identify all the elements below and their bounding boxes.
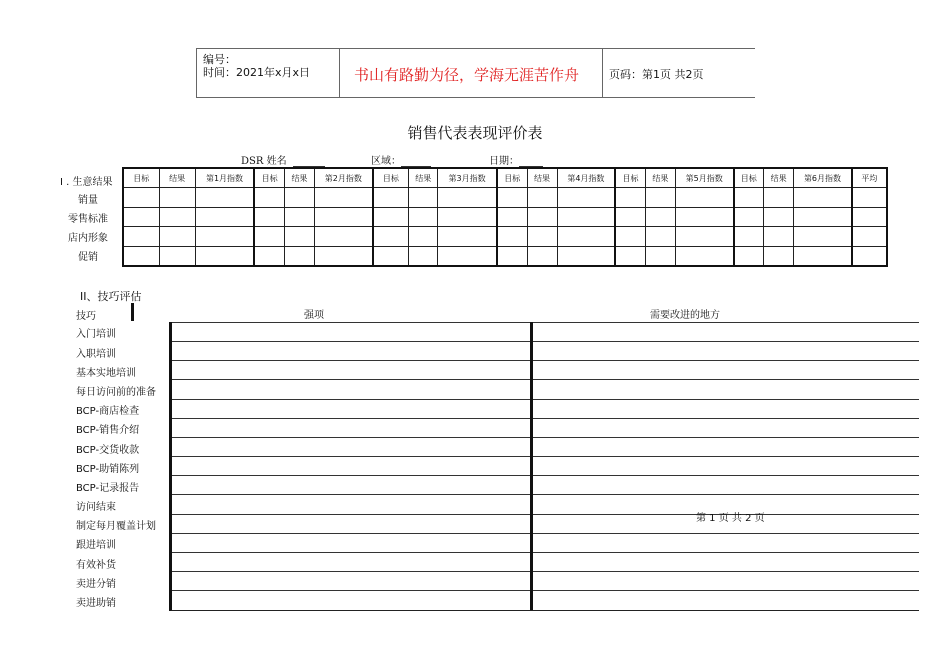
- table-row: [123, 227, 887, 246]
- header-marker: [131, 303, 134, 321]
- skills-evaluation-grid: [169, 322, 919, 611]
- strength-header: 强项: [304, 310, 324, 321]
- skill-item: 卖进分销: [76, 579, 116, 590]
- improve-header: 需要改进的地方: [650, 310, 720, 321]
- col-header: 结果: [645, 168, 675, 188]
- grid-line: [172, 494, 919, 495]
- grid-line: [172, 571, 919, 572]
- col-header: 目标: [254, 168, 284, 188]
- area-label: 区域：: [371, 156, 401, 167]
- skill-item: BCP-记录报告: [76, 483, 140, 494]
- col-header: 平均: [852, 168, 887, 188]
- grid-line: [172, 590, 919, 591]
- grid-line: [172, 322, 919, 323]
- dsr-blank: [293, 156, 325, 167]
- date-blank: [519, 156, 543, 167]
- date-field: [489, 152, 543, 167]
- header-box: [196, 48, 755, 98]
- col-header: 第3月指数: [438, 168, 497, 188]
- col-header: 第5月指数: [675, 168, 733, 188]
- col-header: 目标: [734, 168, 764, 188]
- column-divider: [530, 322, 533, 610]
- grid-line: [172, 552, 919, 553]
- col-header: 第6月指数: [794, 168, 852, 188]
- grid-line: [172, 360, 919, 361]
- col-header: 目标: [123, 168, 159, 188]
- date-field-label: 日期：: [489, 156, 519, 167]
- col-header: 结果: [159, 168, 195, 188]
- col-header: 目标: [497, 168, 527, 188]
- grid-line: [172, 475, 919, 476]
- col-header: 目标: [615, 168, 645, 188]
- section1-title: I . 生意结果: [60, 177, 113, 188]
- table-row: [123, 207, 887, 226]
- col-header: 第4月指数: [557, 168, 615, 188]
- skill-item: 制定每月覆盖计划: [76, 521, 156, 532]
- page-code: 页码：第1页 共2页: [609, 68, 704, 81]
- row-label-retail: 零售标准: [68, 214, 108, 225]
- skill-item: 入职培训: [76, 349, 116, 360]
- skill-item: BCP-销售介绍: [76, 425, 140, 436]
- skill-item: BCP-商店检查: [76, 406, 140, 417]
- col-header: 结果: [764, 168, 794, 188]
- header-meta-cell: [197, 49, 340, 97]
- grid-line: [172, 456, 919, 457]
- motto-cell: [340, 49, 603, 97]
- grid-line: [172, 533, 919, 534]
- business-results-table: [122, 167, 888, 267]
- table-row: [123, 246, 887, 266]
- grid-line: [172, 399, 919, 400]
- area-field: [371, 152, 431, 167]
- date-label: 时间：2021年x月x日: [203, 66, 311, 79]
- skill-item: 卖进助销: [76, 598, 116, 609]
- grid-line: [172, 437, 919, 438]
- code-label: 编号：: [203, 53, 236, 66]
- motto-text: 书山有路勤为径，学海无涯苦作舟: [354, 66, 580, 84]
- table-header-row: [123, 168, 887, 188]
- grid-line: [172, 514, 919, 515]
- skill-header: 技巧: [76, 311, 96, 322]
- grid-line: [172, 418, 919, 419]
- grid-line: [172, 379, 919, 380]
- col-header: 结果: [527, 168, 557, 188]
- area-blank: [401, 156, 431, 167]
- skill-item: 入门培训: [76, 329, 116, 340]
- row-label-promo: 促销: [78, 252, 98, 263]
- skill-item: 跟进培训: [76, 540, 116, 551]
- dsr-label: DSR 姓名: [241, 156, 287, 167]
- table-row: [123, 188, 887, 207]
- col-header: 目标: [373, 168, 409, 188]
- page-number: 第 1 页 共 2 页: [696, 513, 765, 524]
- col-header: 结果: [409, 168, 438, 188]
- skill-item: BCP-交货收款: [76, 445, 140, 456]
- dsr-name-field: [241, 152, 325, 167]
- row-label-instore: 店内形象: [68, 233, 108, 244]
- skill-item: 访问结束: [76, 502, 116, 513]
- skill-item: 有效补货: [76, 560, 116, 571]
- col-header: 第2月指数: [314, 168, 372, 188]
- skill-item: BCP-助销陈列: [76, 464, 140, 475]
- skill-item: 基本实地培训: [76, 368, 136, 379]
- page-title: 销售代表表现评价表: [407, 124, 543, 142]
- grid-line: [172, 341, 919, 342]
- row-label-sales: 销量: [78, 195, 98, 206]
- page-code-cell: [603, 49, 755, 97]
- col-header: 第1月指数: [195, 168, 254, 188]
- col-header: 结果: [284, 168, 314, 188]
- skill-item: 每日访问前的准备: [76, 387, 156, 398]
- section2-title: II、技巧评估: [80, 290, 142, 303]
